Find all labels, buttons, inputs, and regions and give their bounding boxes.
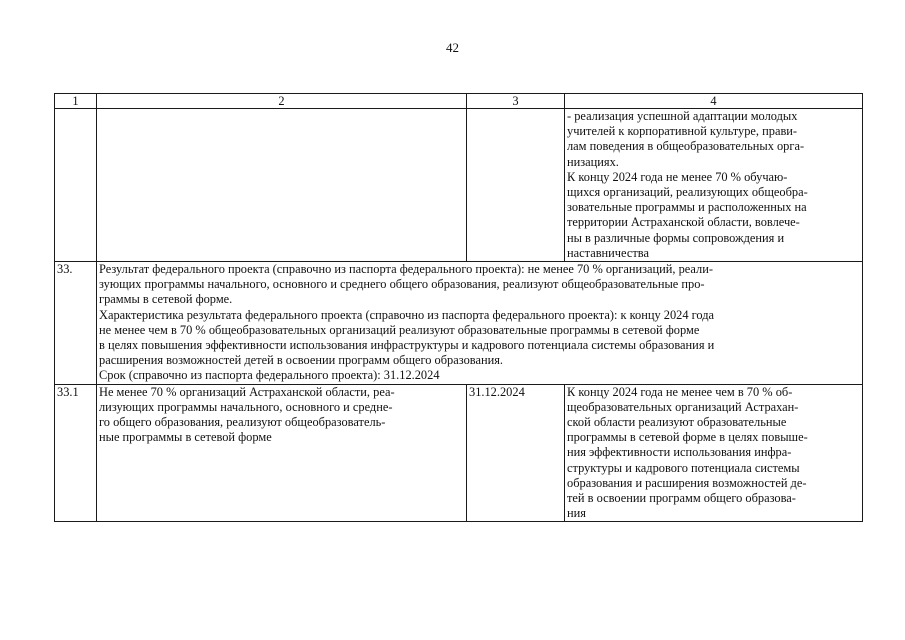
- table-row-33: [55, 262, 863, 385]
- header-row: [55, 94, 863, 109]
- row-33-description: [97, 262, 863, 385]
- continuation-measure-cell: [97, 109, 467, 262]
- header-col-2: 2: [97, 94, 467, 109]
- continuation-result-cell: [565, 109, 863, 262]
- row-33-text: Результат федерального проекта (справочно из паспорта федерального проекта): не менее 70 % организаций, реали- зующих программы начального, основного и среднего общего образования, реализуют общеобразовательные про- граммы в сетевой форме. Характеристика результата федерального проекта (справочно из паспорта федерального проекта): к концу 2024 года не менее чем в 70 % общеобразовательных организаций реализуют образовательные программы в сетевой форме в целях повышения эффективности использования инфраструктуры и кадрового потенциала системы образования и расширения возможностей детей в освоении программ общего образования. Срок (справочно из паспорта федерального проекта): 31.12.2024: [99, 262, 715, 383]
- row-33-1-result: [565, 384, 863, 522]
- table-row-33-1: [55, 384, 863, 522]
- row-33-1-number: 33.1: [55, 384, 97, 522]
- row-33-1-measure-text: Не менее 70 % организаций Астраханской области, реа- лизующих программы начального, основного и средне- го общего образования, реализуют общеобразователь- ные программы в сетевой форме: [99, 384, 395, 445]
- table-row-continuation: [55, 109, 863, 262]
- page-number: 42: [446, 40, 459, 55]
- measures-table: [54, 93, 863, 522]
- row-33-1-result-text: К концу 2024 года не менее чем в 70 % об- щеобразовательных организаций Астрахан- ской области реализуют образовательные программы в сетевой форме в целях повыше- ния эффективности использования инфра- структуры и кадрового потенциала системы образования и расширения возможностей де- тей в освоении программ общего образова- ния: [567, 384, 808, 521]
- row-33-number: 33.: [55, 262, 97, 385]
- continuation-number-cell: [55, 109, 97, 262]
- header-col-3: 3: [467, 94, 565, 109]
- row-33-1-measure: [97, 384, 467, 522]
- continuation-date-cell: [467, 109, 565, 262]
- header-col-4: 4: [565, 94, 863, 109]
- row-33-1-date: 31.12.2024: [467, 384, 565, 522]
- header-col-1: 1: [55, 94, 97, 109]
- continuation-result-text: - реализация успешной адаптации молодых учителей к корпоративной культуре, прави- лам поведения в общеобразовательных орга- низациях. К концу 2024 года не менее 70 % обучаю- щихся организаций, реализующих общеобра- зовательные программы и расположенных на территории Астраханской области, вовлече- ны в различные формы сопровождения и наставничества: [567, 109, 808, 260]
